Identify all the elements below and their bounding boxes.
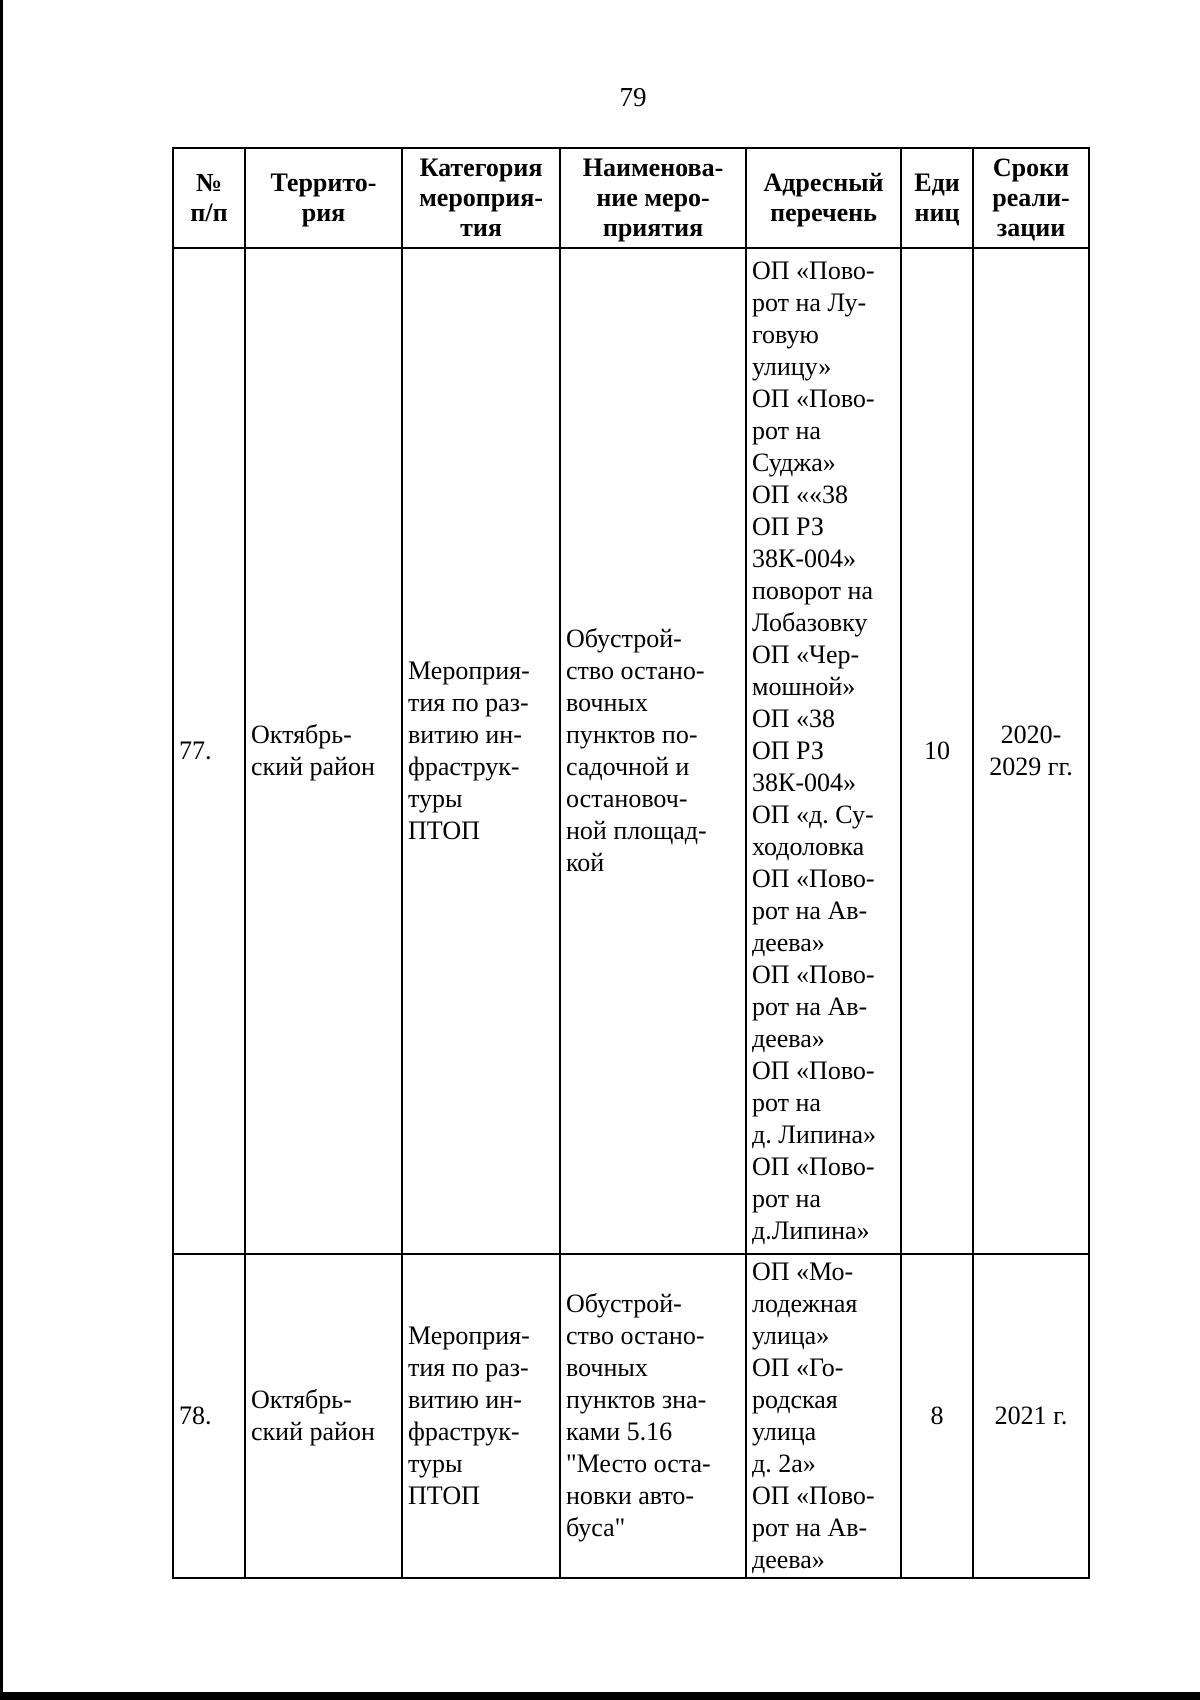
- measures-table: [172, 147, 1090, 1579]
- cell-number: 78.: [173, 1254, 245, 1578]
- cell-period: 2020- 2029 гг.: [973, 248, 1089, 1254]
- scan-edge-left: [0, 0, 3, 1700]
- cell-measure-name: Обустрой- ство остано- вочных пунктов зна- ками 5.16 "Место оста- новки авто- буса": [560, 1254, 746, 1578]
- header-period: Сроки реали- зации: [973, 148, 1089, 248]
- page-number: 79: [619, 82, 647, 112]
- cell-territory: Октябрь- ский район: [245, 1254, 402, 1578]
- header-number: № п/п: [173, 148, 245, 248]
- table-header-row: [173, 148, 1089, 248]
- cell-territory: Октябрь- ский район: [245, 248, 402, 1254]
- header-category: Категория мероприя- тия: [402, 148, 560, 248]
- cell-measure-name: Обустрой- ство остано- вочных пунктов по- садочной и остановоч- ной площад- кой: [560, 248, 746, 1254]
- cell-units: 8: [901, 1254, 973, 1578]
- header-territory: Террито- рия: [245, 148, 402, 248]
- cell-address-list: ОП «Пово- рот на Лу- говую улицу» ОП «Пово- рот на Суджа» ОП ««38 ОП РЗ 38К-004» поворот на Лобазовку ОП «Чер- мошной» ОП «38 ОП РЗ 38К-004» ОП «д. Су- ходоловка ОП «Пово- рот на Ав- деева» ОП «Пово- рот на Ав- деева» ОП «Пово- рот на д. Липина» ОП «Пово- рот на д.Липина»: [746, 248, 901, 1254]
- cell-address-list: ОП «Мо- лодежная улица» ОП «Го- родская улица д. 2а» ОП «Пово- рот на Ав- деева»: [746, 1254, 901, 1578]
- scan-edge-bottom: [0, 1692, 1200, 1700]
- header-units: Еди ниц: [901, 148, 973, 248]
- cell-period: 2021 г.: [973, 1254, 1089, 1578]
- cell-category: Мероприя- тия по раз- витию ин- фраструк- туры ПТОП: [402, 1254, 560, 1578]
- table-row: [173, 1254, 1089, 1578]
- table-row: [173, 248, 1089, 1254]
- header-measure-name: Наименова- ние меро- приятия: [560, 148, 746, 248]
- cell-number: 77.: [173, 248, 245, 1254]
- cell-units: 10: [901, 248, 973, 1254]
- header-address-list: Адресный перечень: [746, 148, 901, 248]
- cell-category: Мероприя- тия по раз- витию ин- фраструк- туры ПТОП: [402, 248, 560, 1254]
